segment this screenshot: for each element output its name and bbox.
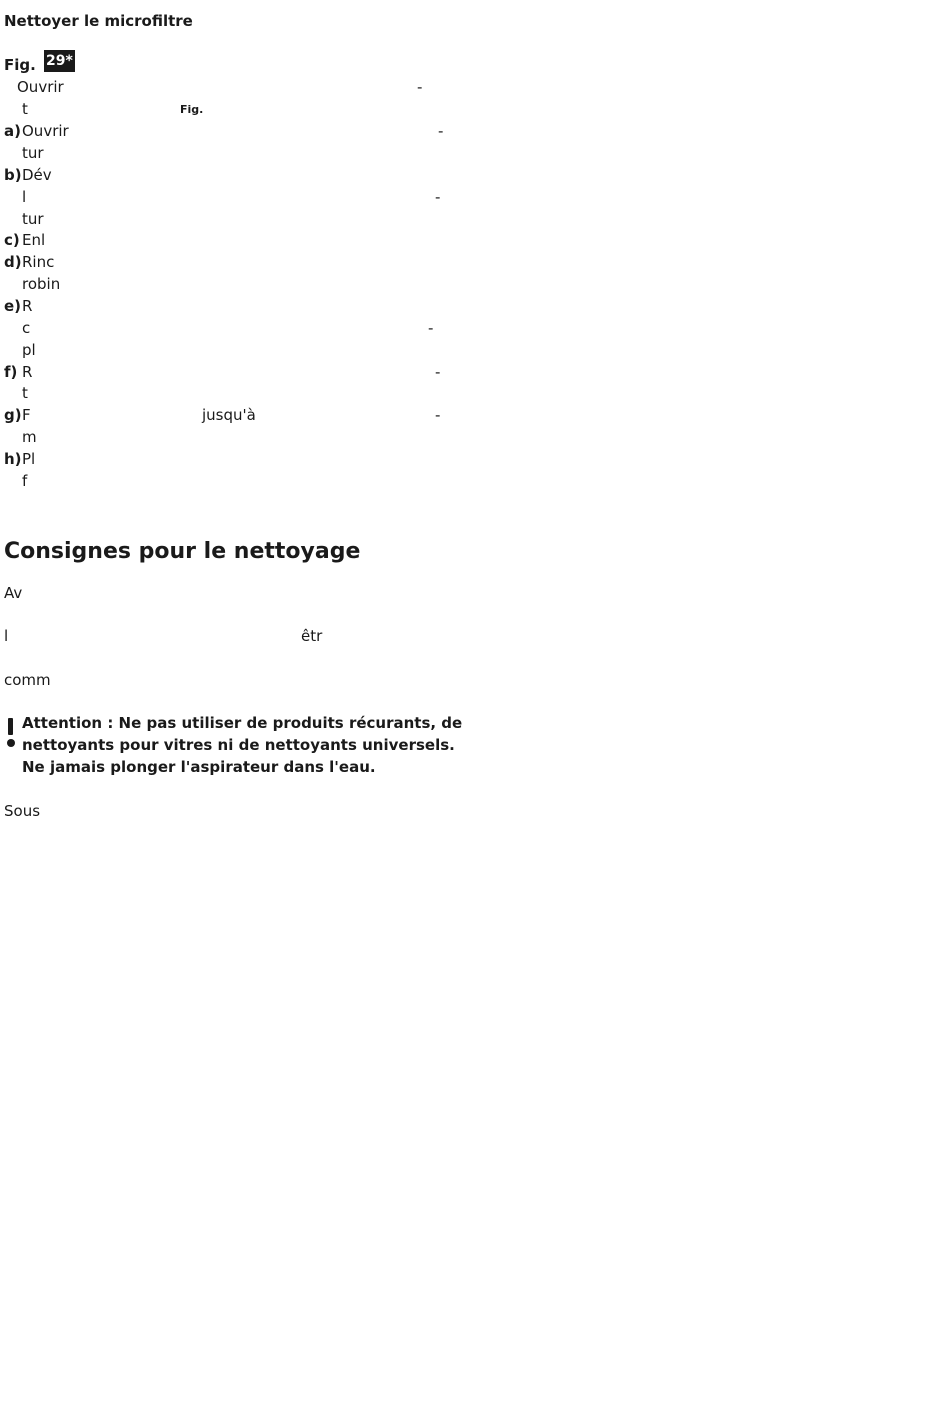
step-f-line2: t [22, 384, 28, 402]
step-letter-b: b) [4, 166, 22, 184]
section-title-nettoyage: Consignes pour le nettoyage [4, 539, 361, 564]
step-b-hyphen: - [435, 188, 441, 206]
step-c-line1: Enl [22, 231, 46, 249]
paragraph-2-start: l [4, 627, 9, 645]
intro-text-line2: t [22, 100, 28, 118]
figure-label: Fig. [4, 56, 36, 74]
step-letter-f: f) [4, 363, 18, 381]
paragraph-4: Sous [4, 802, 41, 820]
step-a-line1: Ouvrir [22, 122, 69, 140]
step-letter-c: c) [4, 231, 20, 249]
step-letter-d: d) [4, 253, 22, 271]
step-d-line2: robin [22, 275, 61, 293]
warning-line1: Attention : Ne pas utiliser de produits récurants, de [22, 714, 463, 732]
step-letter-e: e) [4, 297, 22, 315]
step-d-line1: Rinc [22, 253, 55, 271]
step-h-line1: Pl [22, 450, 36, 468]
step-a-line2: tur [22, 144, 44, 162]
step-f-line1: R [22, 363, 33, 381]
step-b-line1: Dév [22, 166, 52, 184]
step-h-line2: f [22, 472, 28, 490]
step-letter-g: g) [4, 406, 22, 424]
step-g-line2: m [22, 428, 37, 446]
paragraph-1: Av [4, 584, 23, 602]
step-e-line1: R [22, 297, 33, 315]
intro-hyphen: - [417, 78, 423, 96]
step-b-line2: l [22, 188, 27, 206]
step-e-hyphen: - [428, 319, 434, 337]
step-g-line1: F [22, 406, 31, 424]
figure-number-badge: 29* [44, 50, 75, 72]
step-letter-a: a) [4, 122, 21, 140]
step-a-hyphen: - [438, 122, 444, 140]
step-f-hyphen: - [435, 363, 441, 381]
step-b-line3: tur [22, 210, 44, 228]
step-g-hyphen: - [435, 406, 441, 424]
intro-text-line1: Ouvrir [17, 78, 64, 96]
step-letter-h: h) [4, 450, 22, 468]
intro-figure-ref: Fig. [180, 103, 204, 116]
warning-line3: Ne jamais plonger l'aspirateur dans l'eau. [22, 758, 376, 776]
warning-line2: nettoyants pour vitres ni de nettoyants universels. [22, 736, 455, 754]
step-e-line3: pl [22, 341, 36, 359]
section-title-microfiltre: Nettoyer le microfiltre [4, 12, 193, 30]
paragraph-3: comm [4, 671, 51, 689]
step-e-line2: c [22, 319, 31, 337]
step-g-mid: jusqu'à [202, 406, 256, 424]
paragraph-2-mid: êtr [301, 627, 323, 645]
